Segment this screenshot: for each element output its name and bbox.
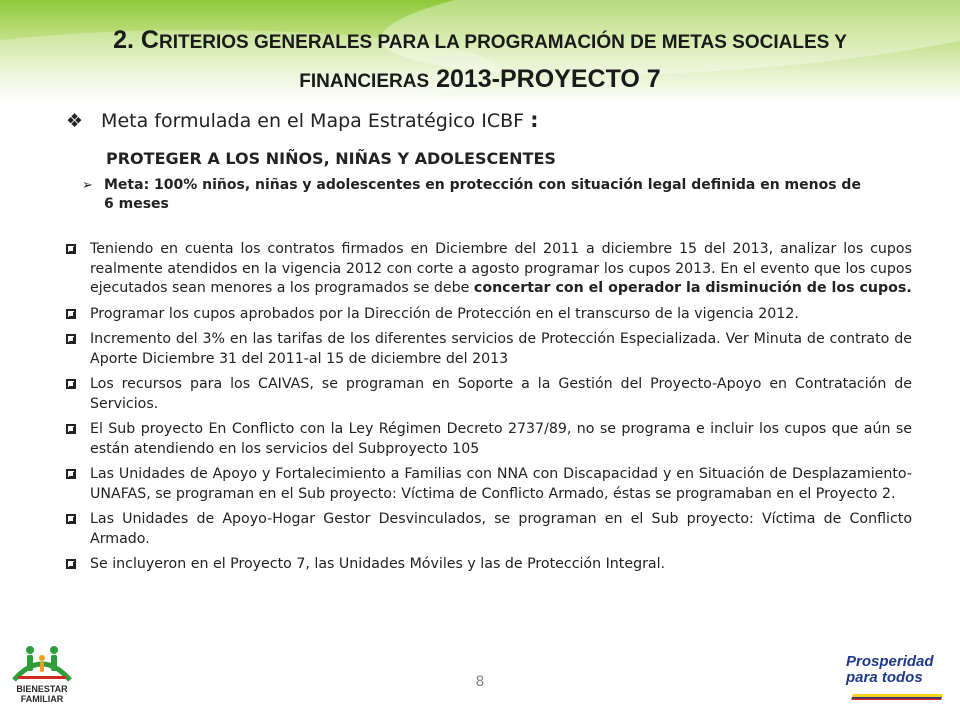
list-item-text: Se incluyeron en el Proyecto 7, las Unidades Móviles y las de Protección Integral. <box>90 556 666 572</box>
list-item-text: El Sub proyecto En Conflicto con la Ley Régimen Decreto 2737/89, no se programa e incluir los cupos que aún se están atendiendo en los servicios del Subproyecto 105 <box>90 421 912 457</box>
logo-left-line2: FAMILIAR <box>20 694 64 704</box>
family-figures-icon <box>10 640 74 684</box>
goal-line <box>82 176 862 214</box>
list-item <box>66 420 912 459</box>
checkbox-bullet-icon <box>66 559 76 569</box>
bienestar-familiar-logo <box>10 640 74 712</box>
title-number: 2. <box>113 26 134 54</box>
list-item <box>66 555 912 575</box>
diamond-star-icon: ❖ <box>66 110 84 132</box>
list-item <box>66 240 912 299</box>
title-line2-small: FINANCIERAS <box>299 71 430 92</box>
meta-formulada-colon: : <box>530 108 539 132</box>
page-number: 8 <box>475 674 485 690</box>
list-item <box>66 465 912 504</box>
list-item <box>66 510 912 549</box>
list-item-text: Incremento del 3% en las tarifas de los diferentes servicios de Protección Especializada. Ver Minuta de contrato de Aporte Diciembre 31 del 2011-al 15 de diciembre del 2013 <box>90 331 912 367</box>
arrow-bullet-icon: ➢ <box>82 178 93 193</box>
logo-right-line1: Prosperidad <box>846 653 934 670</box>
subtitle: PROTEGER A LOS NIÑOS, NIÑAS Y ADOLESCENTES <box>106 149 556 168</box>
logo-right-line2: para todos <box>846 669 923 686</box>
list-item-text: Los recursos para los CAIVAS, se programan en Soporte a la Gestión del Proyecto-Apoyo en Contratación de Servicios. <box>90 376 912 412</box>
list-item <box>66 375 912 414</box>
title-cap: C <box>140 26 159 54</box>
goal-text: Meta: 100% niños, niñas y adolescentes en protección con situación legal definida en menos de 6 meses <box>104 177 861 212</box>
list-item-text: Teniendo en cuenta los contratos firmados en Diciembre del 2011 a diciembre 15 del 2013, analizar los cupos realmente atendidos en la vigencia 2012 con corte a agosto programar los cupos 2013. En el evento que los cupos ejecutados sean menores a los programados se debe concertar con el operador la disminución de los cupos. <box>90 241 912 296</box>
list-item <box>66 330 912 369</box>
checkbox-bullet-icon <box>66 424 76 434</box>
colombia-flag-stripe <box>851 694 943 700</box>
meta-formulada-line <box>66 108 539 132</box>
prosperidad-para-todos-logo <box>846 654 950 704</box>
logo-left-line1: BIENESTAR <box>16 684 68 694</box>
slide-title <box>30 22 930 100</box>
list-item-text: Programar los cupos aprobados por la Dirección de Protección en el transcurso de la vigencia 2012. <box>90 305 799 322</box>
checkbox-bullet-icon <box>66 469 76 479</box>
checkbox-bullet-icon <box>66 309 76 319</box>
checkbox-bullet-icon <box>66 244 76 254</box>
meta-formulada-text: Meta formulada en el Mapa Estratégico ICBF <box>101 110 531 132</box>
criteria-list <box>66 240 912 581</box>
list-item-text: Las Unidades de Apoyo y Fortalecimiento a Familias con NNA con Discapacidad y en Situación de Desplazamiento-UNAFAS, se programan en el Sub proyecto: Víctima de Conflicto Armado, éstas se programaban en el Proyecto 2. <box>90 466 912 502</box>
list-item <box>66 305 912 325</box>
checkbox-bullet-icon <box>66 379 76 389</box>
title-line1: RITERIOS GENERALES PARA LA PROGRAMACIÓN DE METAS SOCIALES Y <box>158 32 847 53</box>
checkbox-bullet-icon <box>66 334 76 344</box>
title-line2-rest: 2013-PROYECTO 7 <box>429 65 661 93</box>
checkbox-bullet-icon <box>66 514 76 524</box>
list-item-text: Las Unidades de Apoyo-Hogar Gestor Desvinculados, se programan en el Sub proyecto: Víctima de Conflicto Armado. <box>90 511 912 547</box>
